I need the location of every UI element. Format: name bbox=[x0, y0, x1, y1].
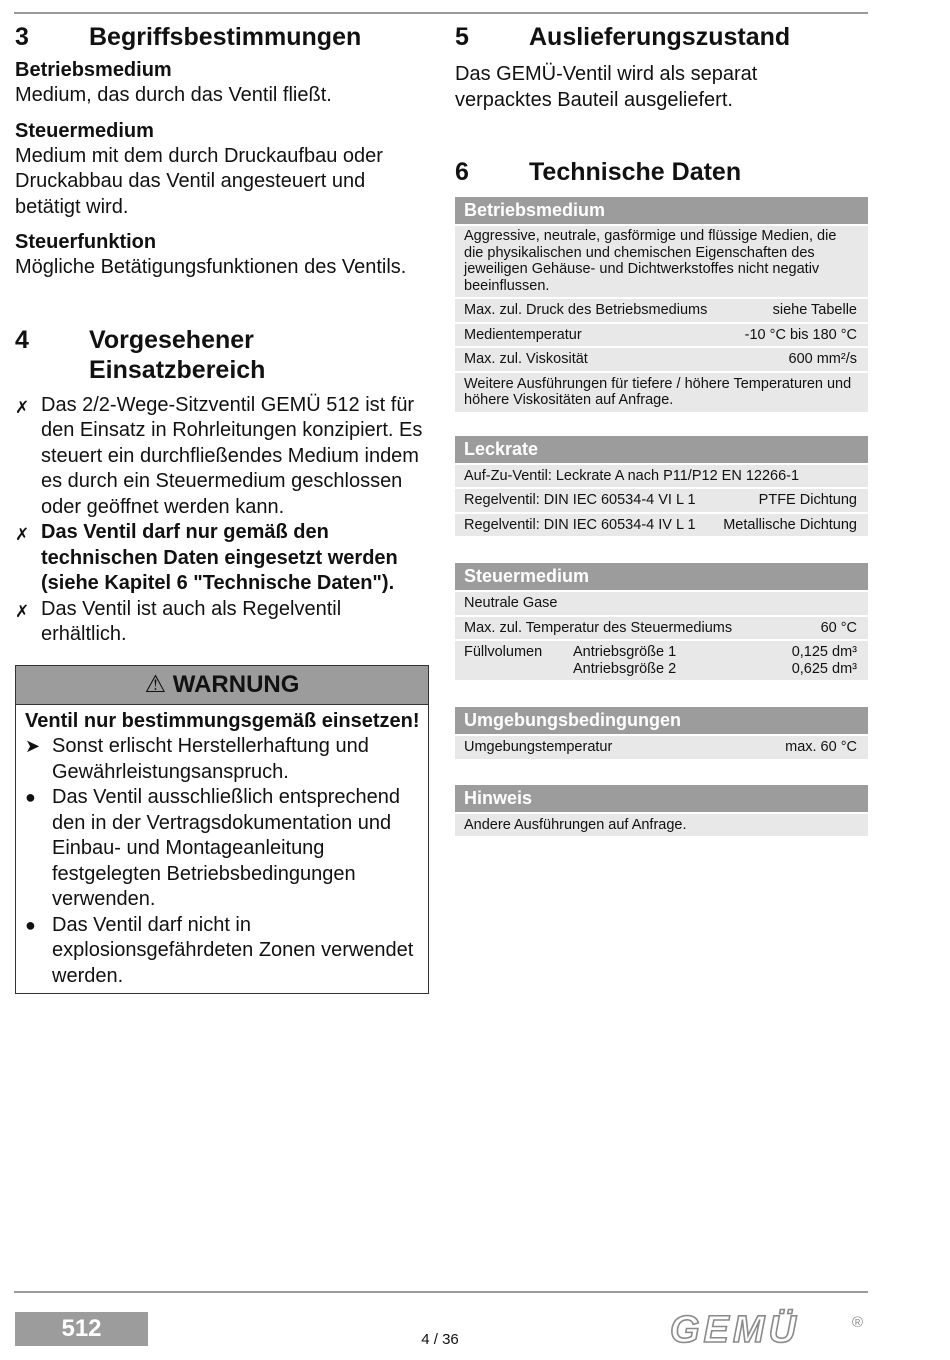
section-number: 5 bbox=[455, 23, 469, 51]
row-label: Medientemperatur bbox=[464, 326, 582, 343]
table-row bbox=[455, 514, 868, 537]
row-label: Regelventil: DIN IEC 60534-4 IV L 1 bbox=[464, 516, 696, 533]
table-row bbox=[455, 299, 868, 322]
top-rule bbox=[14, 12, 868, 14]
row-label: Max. zul. Temperatur des Steuermediums bbox=[464, 619, 733, 636]
gemu-logo bbox=[668, 1305, 868, 1355]
section-5-heading bbox=[455, 22, 868, 52]
section-4-heading bbox=[15, 325, 429, 385]
logo-wordmark: GEMÜ bbox=[670, 1309, 800, 1351]
row-label: Max. zul. Druck des Betriebsmediums bbox=[464, 302, 708, 318]
table-row bbox=[455, 617, 868, 640]
delivery-text: Das GEMÜ-Ventil wird als separat verpacktes Bauteil ausgeliefert. bbox=[455, 63, 758, 111]
table-row: Andere Ausführungen auf Anfrage. bbox=[455, 814, 868, 837]
table-row bbox=[455, 736, 868, 759]
row-value: 60 °C bbox=[820, 619, 857, 636]
term-definition: Medium, das durch das Ventil fließt. bbox=[15, 84, 332, 106]
table-row bbox=[455, 348, 868, 371]
term-title: Steuermedium bbox=[15, 119, 154, 142]
size-column bbox=[573, 644, 792, 677]
size-label: Antriebsgröße 1 bbox=[573, 644, 677, 660]
list-item bbox=[25, 785, 420, 913]
registered-mark: ® bbox=[852, 1314, 864, 1331]
section-number: 6 bbox=[455, 158, 469, 186]
table-leckrate bbox=[455, 436, 868, 537]
table-header: Umgebungsbedingungen bbox=[455, 707, 868, 734]
list-item-text: Das 2/2-Wege-Sitzventil GEMÜ 512 ist für den Einsatz in Rohrleitungen konzipiert. Es steuert ein durchfließendes Medium indem es durch ein Steuermedium geschlossen oder geöffnet werden kann. bbox=[41, 393, 423, 518]
row-value: siehe Tabelle bbox=[772, 302, 857, 318]
dot-bullet-icon: ● bbox=[25, 787, 36, 807]
term-definition: Mögliche Betätigungsfunktionen des Ventils. bbox=[15, 256, 407, 278]
section-title: Begriffsbestimmungen bbox=[89, 23, 362, 51]
usage-bullet-list bbox=[15, 393, 429, 648]
term-title: Steuerfunktion bbox=[15, 231, 157, 253]
cross-bullet-icon: ✗ bbox=[15, 397, 30, 417]
list-item bbox=[15, 597, 429, 648]
list-item-text: Sonst erlischt Herstellerhaftung und Gewährleistungsanspruch. bbox=[52, 735, 369, 783]
row-value: Metallische Dichtung bbox=[723, 516, 857, 533]
table-row: Aggressive, neutrale, gasförmige und flüssige Medien, die die physikalischen und chemischen Eigenschaften des jeweiligen Gehäuse- und Dichtwerkstoffes nicht negativ beeinflussen. bbox=[455, 226, 868, 297]
warning-title: Ventil nur bestimmungsgemäß einsetzen! bbox=[25, 709, 420, 732]
table-header: Steuermedium bbox=[455, 563, 868, 590]
section-title: Technische Daten bbox=[529, 158, 742, 186]
term-title: Betriebsmedium bbox=[15, 59, 172, 81]
section-title: Vorgesehener Einsatzbereich bbox=[89, 325, 266, 384]
table-header: Leckrate bbox=[455, 436, 868, 463]
term-definition: Medium mit dem durch Druckaufbau oder Druckabbau das Ventil angesteuert und betätigt wird. bbox=[15, 144, 383, 218]
table-header: Betriebsmedium bbox=[455, 197, 868, 224]
list-item-text: Das Ventil ist auch als Regelventil erhältlich. bbox=[41, 597, 342, 645]
table-row bbox=[455, 489, 868, 512]
row-value: 600 mm²/s bbox=[788, 351, 857, 367]
row-value: 0,625 dm³ bbox=[791, 660, 857, 677]
table-row: Weitere Ausführungen für tiefere / höhere Temperaturen und höhere Viskositäten auf Anfrage. bbox=[455, 373, 868, 412]
list-item-text: Das Ventil darf nicht in explosionsgefährdeten Zonen verwendet werden. bbox=[52, 913, 414, 987]
list-item bbox=[15, 520, 429, 597]
section-number: 4 bbox=[15, 325, 29, 354]
table-betriebsmedium bbox=[455, 197, 868, 412]
section-6-heading bbox=[455, 157, 868, 187]
section-number: 3 bbox=[15, 23, 29, 51]
list-item bbox=[25, 913, 420, 990]
row-value: 0,125 dm³ bbox=[791, 644, 857, 660]
value-column bbox=[792, 644, 857, 677]
warning-box bbox=[15, 665, 429, 995]
table-steuermedium bbox=[455, 563, 868, 680]
row-value: -10 °C bis 180 °C bbox=[744, 326, 857, 343]
right-column bbox=[455, 22, 868, 836]
section-3-heading bbox=[15, 22, 429, 52]
table-umgebungsbedingungen bbox=[455, 707, 868, 759]
warning-label: WARNUNG bbox=[172, 670, 300, 698]
size-label: Antriebsgröße 2 bbox=[573, 660, 677, 677]
row-label: Umgebungstemperatur bbox=[464, 739, 613, 755]
dot-bullet-icon: ● bbox=[25, 914, 36, 935]
table-hinweis bbox=[455, 785, 868, 837]
cross-bullet-icon: ✗ bbox=[15, 525, 30, 544]
left-column bbox=[15, 22, 429, 994]
table-row bbox=[455, 641, 868, 680]
list-item-text: Das Ventil ausschließlich entsprechend den in der Vertragsdokumentation und Einbau- und Montageanleitung festgelegten Betriebsbedingungen verwenden. bbox=[52, 786, 400, 910]
row-label: Max. zul. Viskosität bbox=[464, 351, 588, 367]
table-row bbox=[455, 324, 868, 347]
table-header: Hinweis bbox=[455, 785, 868, 812]
table-row: Neutrale Gase bbox=[455, 592, 868, 615]
list-item bbox=[25, 734, 420, 785]
list-item bbox=[15, 393, 429, 521]
row-label: Füllvolumen bbox=[464, 644, 543, 660]
cross-bullet-icon: ✗ bbox=[15, 601, 30, 621]
page-number: 4 / 36 bbox=[421, 1331, 459, 1348]
section-title: Auslieferungszustand bbox=[529, 23, 791, 51]
bottom-rule bbox=[14, 1291, 868, 1293]
warning-header bbox=[16, 666, 428, 705]
row-label: Regelventil: DIN IEC 60534-4 VI L 1 bbox=[464, 492, 696, 508]
row-value: max. 60 °C bbox=[785, 739, 857, 755]
arrow-bullet-icon: ➤ bbox=[25, 736, 41, 756]
list-item-text: Das Ventil darf nur gemäß den technischen Daten eingesetzt werden (siehe Kapitel 6 "Technische Daten"). bbox=[41, 521, 398, 594]
warning-body bbox=[16, 705, 428, 994]
warning-triangle-icon: ⚠ bbox=[144, 670, 167, 698]
table-row: Auf-Zu-Ventil: Leckrate A nach P11/P12 EN 12266-1 bbox=[455, 465, 868, 488]
row-value: PTFE Dichtung bbox=[758, 492, 857, 508]
product-number-badge: 512 bbox=[15, 1312, 148, 1346]
